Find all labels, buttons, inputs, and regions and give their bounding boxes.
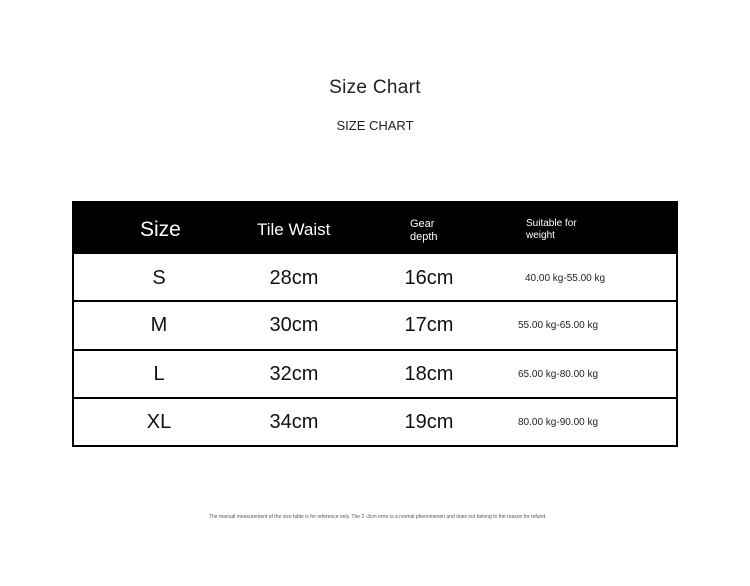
cell-gear-depth: 19cm [404,410,454,433]
table-row [74,254,676,302]
header-size: Size [140,218,181,241]
cell-weight: 40.00 kg-55.00 kg [525,272,606,284]
header-gear-depth: Gear depth [410,218,438,243]
table-header [74,203,676,254]
header-tile-waist: Tile Waist [257,220,331,239]
table-row [74,397,676,445]
cell-waist: 30cm [269,313,319,336]
cell-weight: 65.00 kg-80.00 kg [518,368,599,380]
table-row [74,349,676,397]
table-row [74,300,676,348]
cell-size: XL [146,410,172,433]
cell-waist: 34cm [269,410,319,433]
size-chart-table [72,201,678,447]
cell-waist: 28cm [269,266,319,289]
cell-gear-depth: 18cm [404,362,454,385]
header-suitable-weight: Suitable for weight [526,218,577,241]
cell-gear-depth: 16cm [404,266,454,289]
cell-weight: 55.00 kg-65.00 kg [518,319,599,331]
cell-waist: 32cm [269,362,319,385]
cell-gear-depth: 17cm [404,313,454,336]
cell-size: L [153,362,165,385]
disclaimer-footnote: The manual measurement of the size table is for reference only. The 2 -3cm error is a normal phenomenon and does not belong to the reason for refund. [209,514,547,520]
cell-weight: 80.00 kg-90.00 kg [518,416,599,428]
cell-size: M [150,313,168,336]
cell-size: S [152,266,166,289]
page-title: Size Chart [329,77,421,98]
page-subtitle: SIZE CHART [336,118,414,133]
